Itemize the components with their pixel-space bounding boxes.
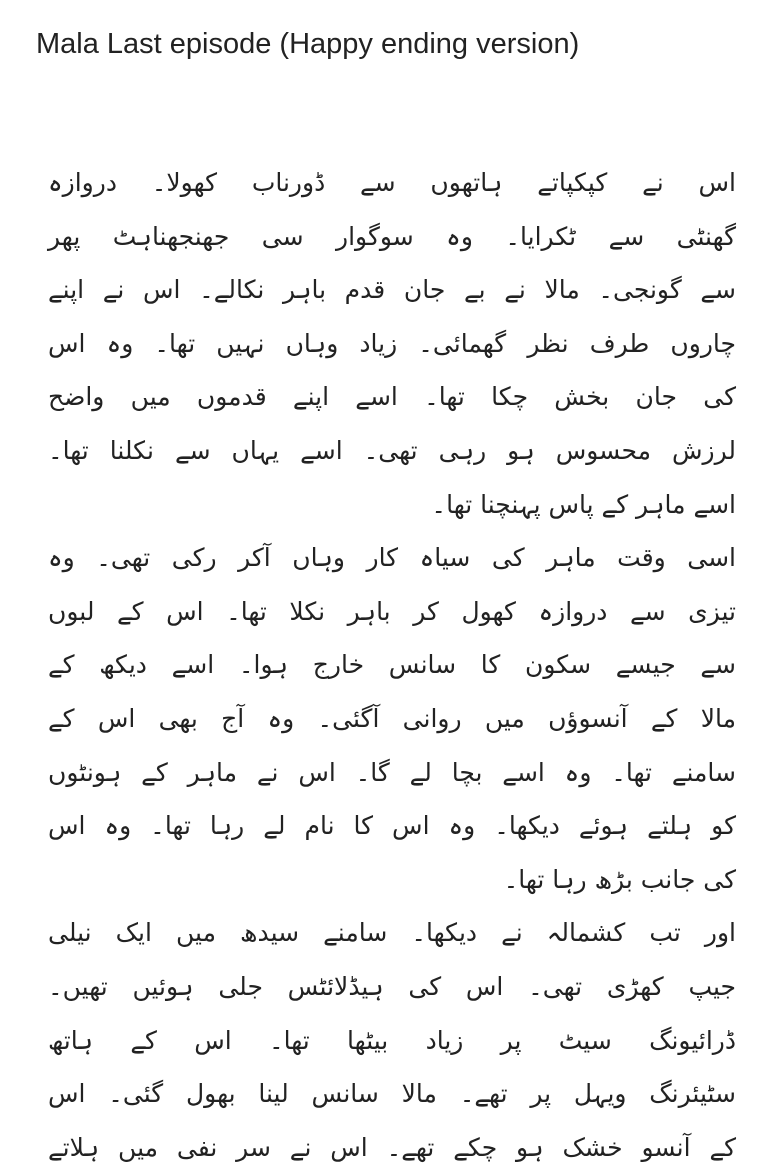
paragraph-1 <box>48 156 736 531</box>
document-body <box>48 156 736 1174</box>
text-line: اس نے کپکپاتے ہاتھوں سے ڈورناب کھولا۔ دروازہ <box>48 168 736 197</box>
text-line: لرزش محسوس ہو رہی تھی۔ اسے یہاں سے نکلنا تھا۔ <box>48 435 736 465</box>
text-line: کی جان بخش چکا تھا۔ اسے اپنے قدموں میں واضح <box>48 382 736 412</box>
document-title: Mala Last episode (Happy ending version) <box>36 28 580 60</box>
text-line: سے جیسے سکون کا سانس خارج ہوا۔ اسے دیکھ کے <box>48 650 736 680</box>
text-line: تیزی سے دروازہ کھول کر باہر نکلا تھا۔ اس کے لبوں <box>48 596 736 626</box>
text-line: سٹیئرنگ ویہل پر تھے۔ مالا سانس لینا بھول گئی۔ اس <box>48 1079 736 1109</box>
text-line: کو ہلتے ہوئے دیکھا۔ وہ اس کا نام لے رہا تھا۔ وہ اس <box>48 811 736 841</box>
paragraph-2 <box>48 531 736 906</box>
text-line: جیپ کھڑی تھی۔ اس کی ہیڈلائٹس جلی ہوئیں تھیں۔ <box>48 971 736 1001</box>
text-line: کے آنسو خشک ہو چکے تھے۔ اس نے سر نفی میں ہلاتے <box>48 1132 736 1162</box>
text-line: اسی وقت ماہر کی سیاہ کار وہاں آکر رکی تھی۔ وہ <box>48 543 736 573</box>
paragraph-3 <box>48 906 736 1174</box>
text-line: ڈرائیونگ سیٹ پر زیاد بیٹھا تھا۔ اس کے ہاتھ <box>48 1025 736 1055</box>
text-line: سامنے تھا۔ وہ اسے بچا لے گا۔ اس نے ماہر کے ہونٹوں <box>48 757 736 787</box>
text-line: گھنٹی سے ٹکرایا۔ وہ سوگوار سی جھنجھناہٹ پھر <box>48 221 736 251</box>
text-line: اسے ماہر کے پاس پہنچنا تھا۔ <box>431 489 736 519</box>
text-line: مالا کے آنسوؤں میں روانی آگئی۔ وہ آج بھی اس کے <box>48 703 736 733</box>
text-line: سے گونجی۔ مالا نے بے جان قدم باہر نکالے۔ اس نے اپنے <box>48 275 736 305</box>
text-line: کی جانب بڑھ رہا تھا۔ <box>503 864 736 894</box>
text-line: اور تب کشمالہ نے دیکھا۔ سامنے سیدھ میں ایک نیلی <box>48 918 736 948</box>
text-line: چاروں طرف نظر گھمائی۔ زیاد وہاں نہیں تھا۔ وہ اس <box>48 328 736 358</box>
